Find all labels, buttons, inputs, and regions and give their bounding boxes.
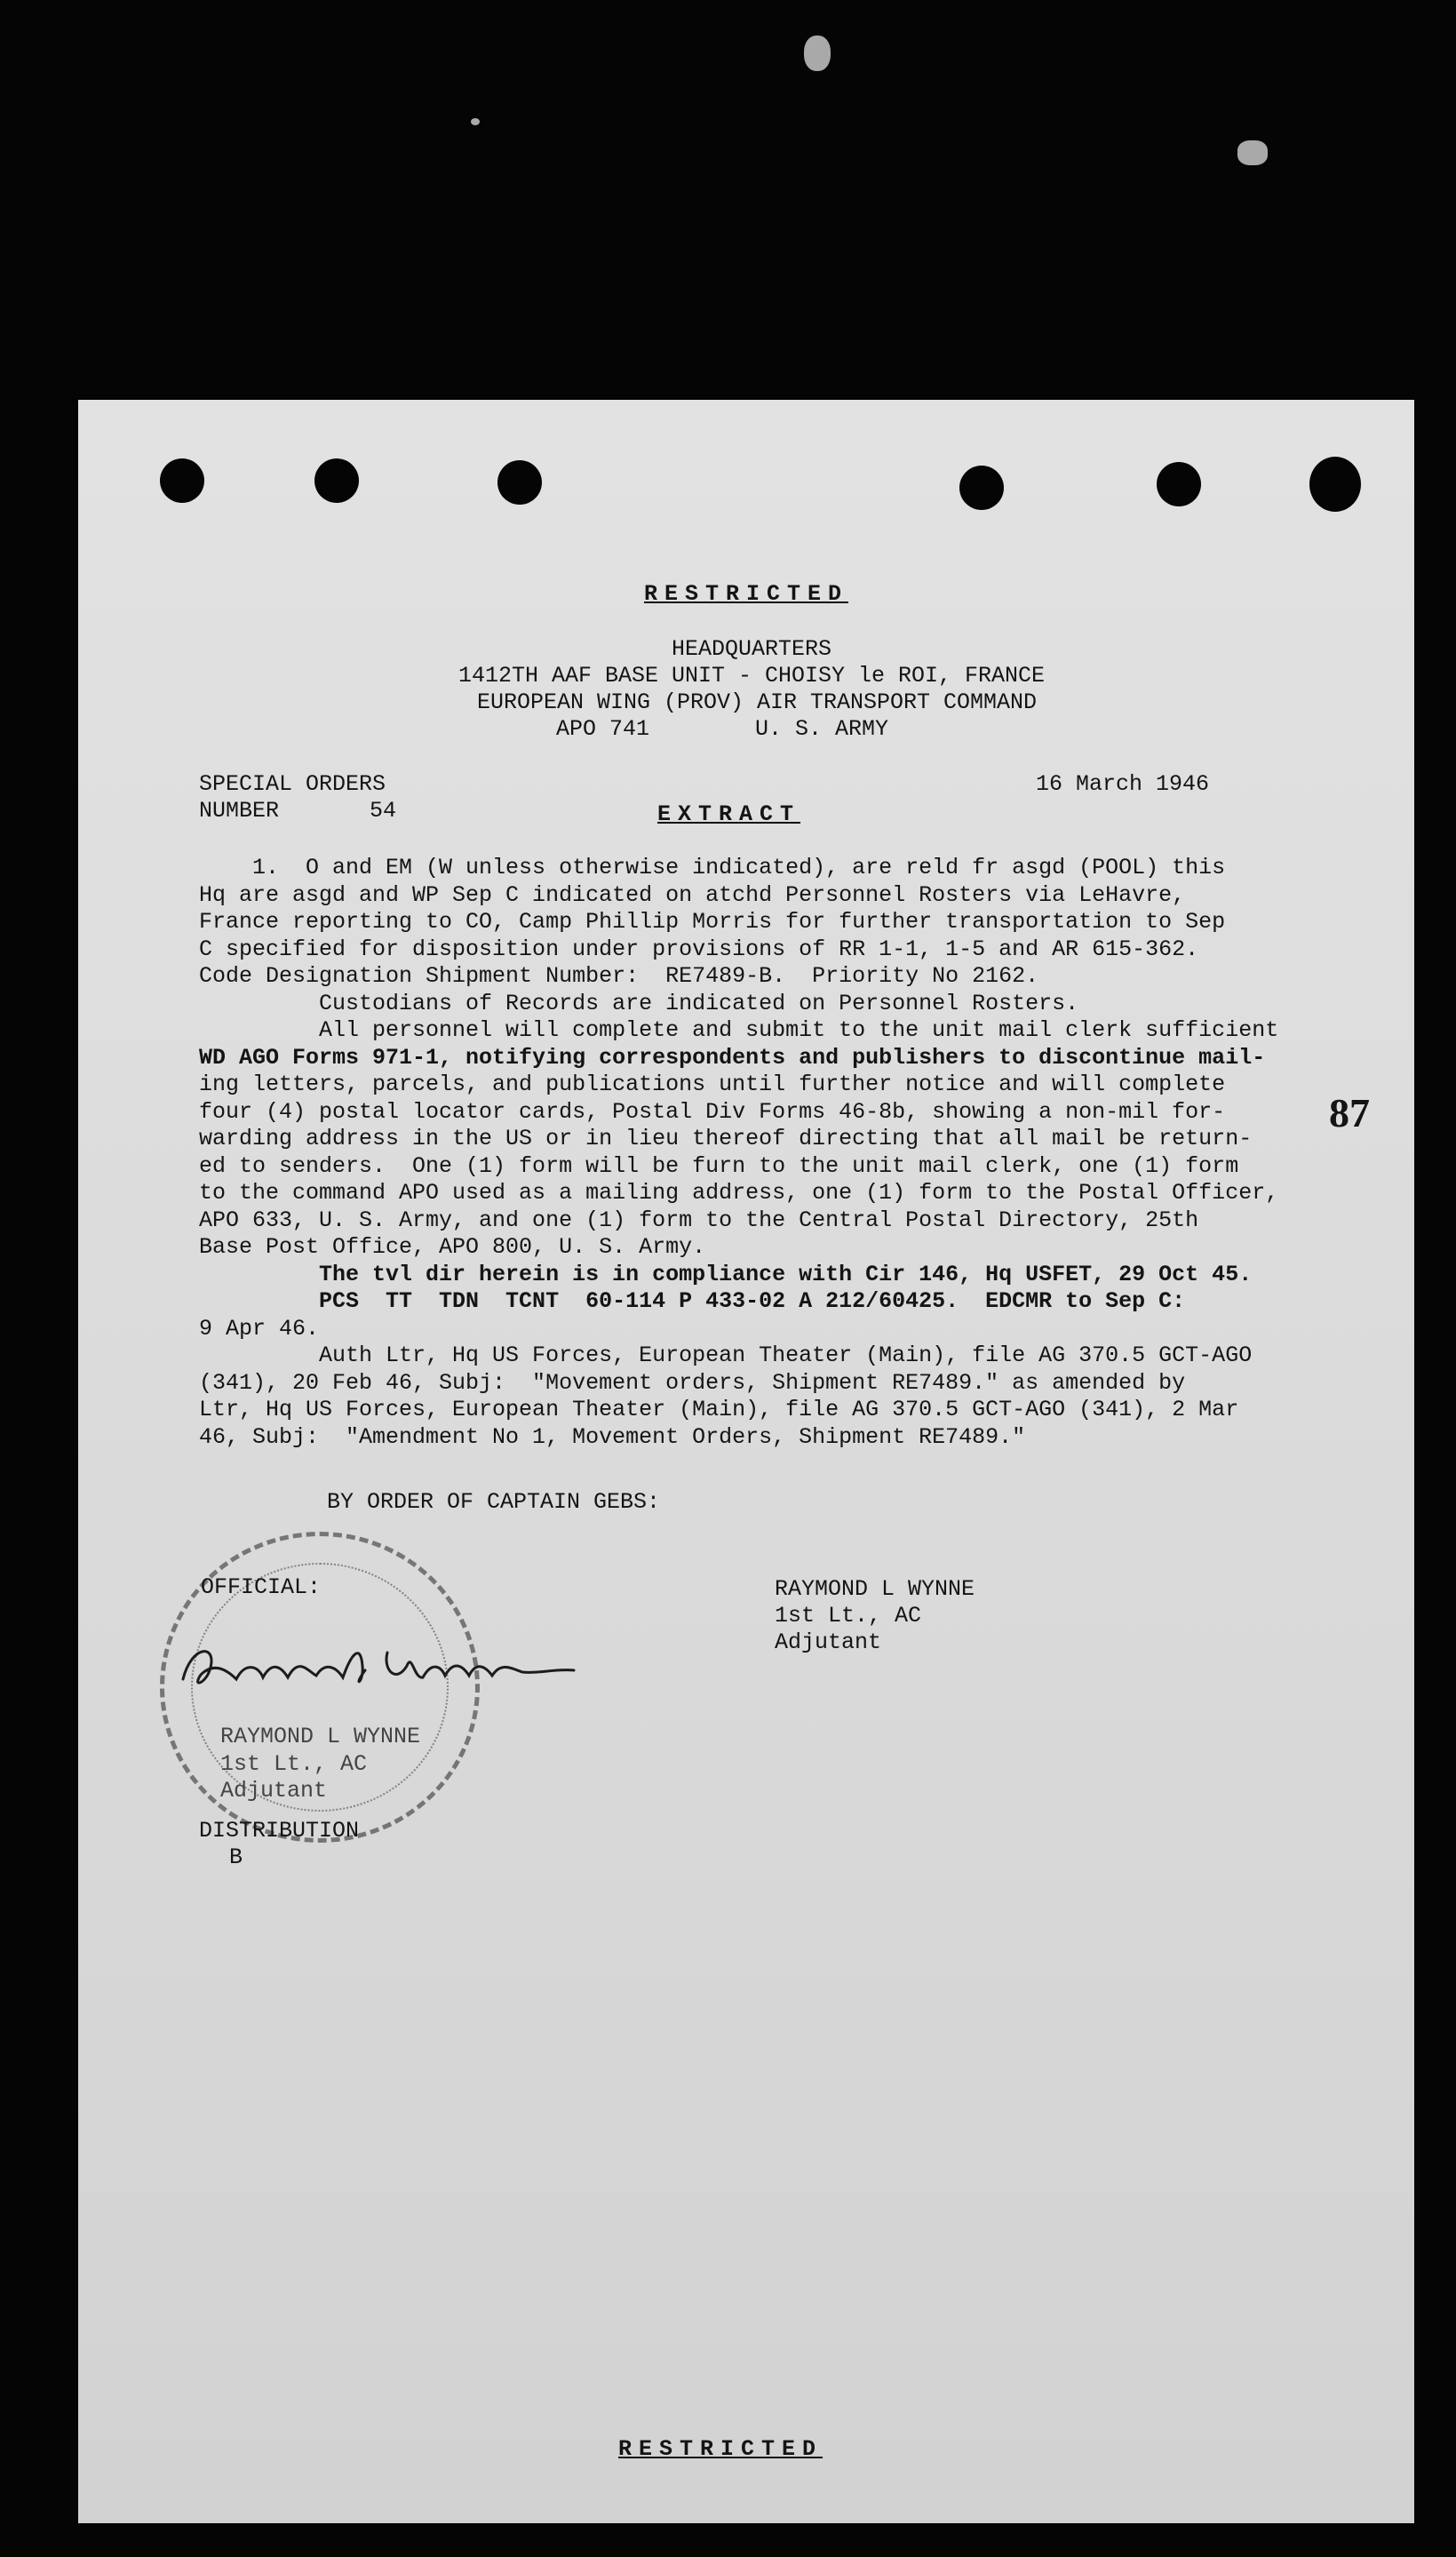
stamp-signature-block [220,1724,420,1805]
distribution-value: B [229,1844,243,1870]
body-line: C specified for disposition under provisions of RR 1-1, 1-5 and AR 615-362. [199,936,1199,962]
body-line: All personnel will complete and submit to the unit mail clerk sufficient [199,1017,1279,1043]
body-line: Code Designation Shipment Number: RE7489-B. Priority No 2162. [199,963,1039,989]
body-line: (341), 20 Feb 46, Subj: "Movement orders, Shipment RE7489." as amended by [199,1369,1186,1396]
signatory-rank: 1st Lt., AC [775,1603,922,1629]
body-line: Hq are asgd and WP Sep C indicated on atchd Personnel Rosters via LeHavre, [199,881,1186,908]
punch-hole [1309,457,1361,512]
scan-speck [471,118,480,125]
body-line: WD AGO Forms 971-1, notifying correspondents and publishers to discontinue mail- [199,1044,1266,1071]
order-number: 54 [370,798,397,824]
distribution-label: DISTRIBUTION [199,1818,360,1844]
org-apo: APO 741 [556,716,650,742]
punch-hole [314,458,359,503]
org-army: U. S. ARMY [755,716,889,742]
scan-speck [1237,140,1268,165]
body-line: to the command APO used as a mailing address, one (1) form to the Postal Officer, [199,1180,1279,1206]
body-line: Custodians of Records are indicated on Personnel Rosters. [199,990,1079,1016]
body-line: 9 Apr 46. [199,1315,320,1342]
body-line: The tvl dir herein is in compliance with Cir 146, Hq USFET, 29 Oct 45. [199,1261,1253,1287]
signatory-name: RAYMOND L WYNNE [775,1576,975,1602]
body-line: ed to senders. One (1) form will be furn to the unit mail clerk, one (1) form [199,1152,1239,1179]
stamp-rank: 1st Lt., AC [220,1750,368,1777]
signatory-title: Adjutant [775,1629,882,1655]
classification-top: RESTRICTED [643,581,849,607]
margin-page-number: 87 [1329,1090,1370,1135]
special-orders-label: SPECIAL ORDERS [199,771,386,797]
body-line: warding address in the US or in lieu thereof directing that all mail be return- [199,1126,1253,1151]
order-body [199,855,1416,1451]
body-line: four (4) postal locator cards, Postal Div Forms 46-8b, showing a non-mil for- [199,1098,1226,1125]
body-line: France reporting to CO, Camp Phillip Morris for further transportation to Sep [199,909,1226,935]
punch-hole [497,460,542,505]
scan-speck [804,36,831,71]
body-line: ing letters, parcels, and publications until further notice and will complete [199,1071,1226,1097]
extract-heading: EXTRACT [657,801,801,827]
body-line: PCS TT TDN TCNT 60-114 P 433-02 A 212/60425. EDCMR to Sep C: [199,1288,1186,1314]
handwritten-signature [174,1617,618,1715]
punch-hole [959,466,1004,510]
by-order-line: BY ORDER OF CAPTAIN GEBS: [327,1489,661,1515]
stamp-name: RAYMOND L WYNNE [220,1724,421,1749]
stamp-title: Adjutant [220,1778,328,1804]
official-label: OFFICIAL: [201,1574,322,1600]
org-line-1: HEADQUARTERS [671,636,832,662]
org-line-2: 1412TH AAF BASE UNIT - CHOISY le ROI, FRANCE [457,663,1046,689]
body-line: APO 633, U. S. Army, and one (1) form to the Central Postal Directory, 25th [199,1207,1199,1233]
body-line: Auth Ltr, Hq US Forces, European Theater (Main), file AG 370.5 GCT-AGO [199,1342,1253,1368]
body-line: 1. O and EM (W unless otherwise indicated), are reld fr asgd (POOL) this [199,855,1226,880]
number-label: NUMBER [199,798,280,824]
body-line: Ltr, Hq US Forces, European Theater (Main), file AG 370.5 GCT-AGO (341), 2 Mar [199,1397,1239,1422]
body-line: 46, Subj: "Amendment No 1, Movement Orders, Shipment RE7489." [199,1423,1026,1450]
order-date: 16 March 1946 [1036,771,1210,797]
org-line-3: EUROPEAN WING (PROV) AIR TRANSPORT COMMAND [476,689,1038,715]
document-page [78,400,1414,2523]
punch-hole [160,458,204,503]
classification-bottom: RESTRICTED [618,2436,823,2462]
punch-hole [1157,462,1201,506]
body-line: Base Post Office, APO 800, U. S. Army. [199,1234,706,1260]
